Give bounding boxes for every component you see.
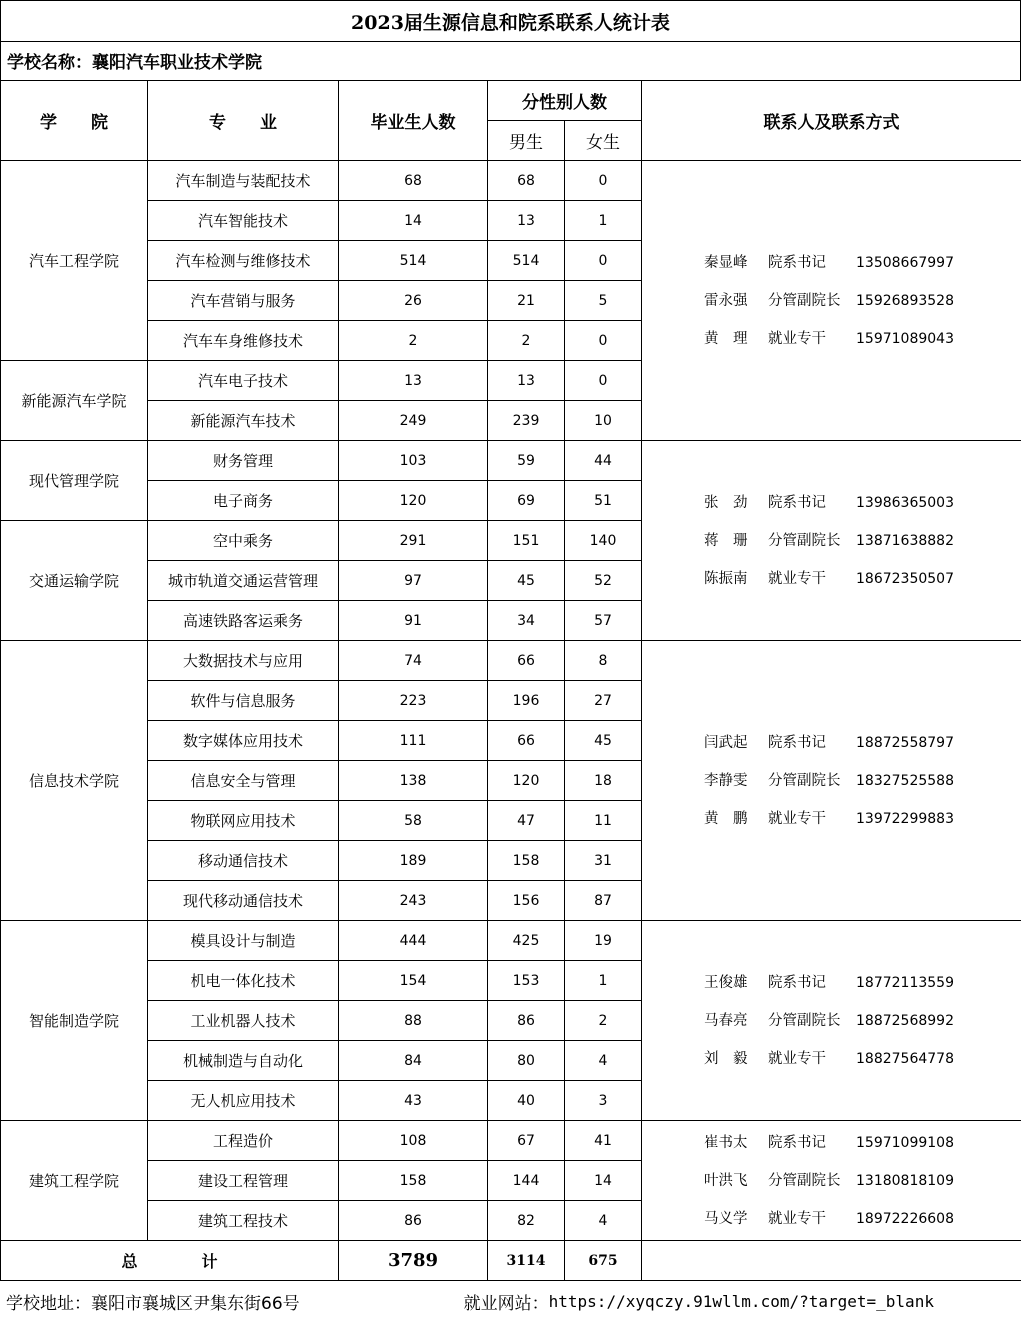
school-name: 襄阳汽车职业技术学院 bbox=[92, 53, 262, 73]
female-count: 10 bbox=[565, 401, 642, 441]
contact-role: 分管副院长 bbox=[768, 292, 841, 309]
female-count: 14 bbox=[565, 1161, 642, 1201]
contact-line bbox=[704, 800, 1021, 838]
contact-phone: 13180818109 bbox=[856, 1172, 954, 1189]
graduates-header: 毕业生人数 bbox=[339, 81, 488, 161]
female-count: 51 bbox=[565, 481, 642, 521]
major-name: 软件与信息服务 bbox=[148, 681, 339, 721]
contact-phone: 18672350507 bbox=[856, 570, 954, 587]
female-count: 41 bbox=[565, 1121, 642, 1161]
gender-group-header: 分性别人数 bbox=[488, 81, 642, 121]
major-name: 电子商务 bbox=[148, 481, 339, 521]
graduates-count: 120 bbox=[339, 481, 488, 521]
contact-line bbox=[704, 1124, 1021, 1162]
male-count: 21 bbox=[488, 281, 565, 321]
graduates-count: 223 bbox=[339, 681, 488, 721]
female-count: 52 bbox=[565, 561, 642, 601]
contact-role: 就业专干 bbox=[768, 1050, 826, 1067]
graduates-count: 26 bbox=[339, 281, 488, 321]
header-row-1 bbox=[1, 81, 1021, 121]
contact-name: 陈振南 bbox=[704, 570, 748, 587]
contact-role: 分管副院长 bbox=[768, 772, 841, 789]
major-name: 模具设计与制造 bbox=[148, 921, 339, 961]
male-count: 59 bbox=[488, 441, 565, 481]
graduates-count: 43 bbox=[339, 1081, 488, 1121]
college-name: 智能制造学院 bbox=[1, 921, 148, 1121]
contact-cell bbox=[642, 1121, 1021, 1241]
graduates-count: 249 bbox=[339, 401, 488, 441]
contact-phone: 13508667997 bbox=[856, 254, 954, 271]
totals-label: 总 计 bbox=[1, 1241, 339, 1281]
college-name: 交通运输学院 bbox=[1, 521, 148, 641]
major-name: 大数据技术与应用 bbox=[148, 641, 339, 681]
major-name: 高速铁路客运乘务 bbox=[148, 601, 339, 641]
college-name: 新能源汽车学院 bbox=[1, 361, 148, 441]
male-count: 13 bbox=[488, 201, 565, 241]
graduates-count: 88 bbox=[339, 1001, 488, 1041]
contact-phone: 15926893528 bbox=[856, 292, 954, 309]
totals-graduates: 3789 bbox=[339, 1241, 488, 1281]
major-name: 建设工程管理 bbox=[148, 1161, 339, 1201]
graduates-count: 91 bbox=[339, 601, 488, 641]
male-count: 34 bbox=[488, 601, 565, 641]
male-count: 69 bbox=[488, 481, 565, 521]
college-name: 信息技术学院 bbox=[1, 641, 148, 921]
contact-line bbox=[704, 1162, 1021, 1200]
female-count: 1 bbox=[565, 961, 642, 1001]
female-header: 女生 bbox=[565, 121, 642, 161]
major-name: 汽车营销与服务 bbox=[148, 281, 339, 321]
graduates-count: 138 bbox=[339, 761, 488, 801]
female-count: 140 bbox=[565, 521, 642, 561]
contact-name: 李静雯 bbox=[704, 772, 748, 789]
female-count: 1 bbox=[565, 201, 642, 241]
contact-line bbox=[704, 1002, 1021, 1040]
school-name-row bbox=[0, 41, 1021, 81]
contact-line bbox=[704, 522, 1021, 560]
graduates-count: 514 bbox=[339, 241, 488, 281]
graduates-count: 14 bbox=[339, 201, 488, 241]
graduates-count: 13 bbox=[339, 361, 488, 401]
major-name: 机械制造与自动化 bbox=[148, 1041, 339, 1081]
graduates-count: 158 bbox=[339, 1161, 488, 1201]
table-row bbox=[1, 1121, 1021, 1161]
female-count: 2 bbox=[565, 1001, 642, 1041]
female-count: 27 bbox=[565, 681, 642, 721]
graduates-count: 2 bbox=[339, 321, 488, 361]
contact-name: 王俊雄 bbox=[704, 974, 748, 991]
major-name: 信息安全与管理 bbox=[148, 761, 339, 801]
contact-line bbox=[704, 560, 1021, 598]
contact-line bbox=[704, 484, 1021, 522]
contact-phone: 18872558797 bbox=[856, 734, 954, 751]
contact-line bbox=[704, 282, 1021, 320]
table-row bbox=[1, 441, 1021, 481]
major-name: 机电一体化技术 bbox=[148, 961, 339, 1001]
major-name: 建筑工程技术 bbox=[148, 1201, 339, 1241]
male-count: 86 bbox=[488, 1001, 565, 1041]
contact-role: 就业专干 bbox=[768, 1210, 826, 1227]
contact-role: 院系书记 bbox=[768, 1134, 826, 1151]
male-count: 2 bbox=[488, 321, 565, 361]
footer bbox=[0, 1281, 1021, 1321]
female-count: 4 bbox=[565, 1041, 642, 1081]
contact-role: 院系书记 bbox=[768, 734, 826, 751]
male-count: 13 bbox=[488, 361, 565, 401]
contact-phone: 18327525588 bbox=[856, 772, 954, 789]
major-name: 无人机应用技术 bbox=[148, 1081, 339, 1121]
contact-role: 分管副院长 bbox=[768, 532, 841, 549]
contact-phone: 15971099108 bbox=[856, 1134, 954, 1151]
contact-role: 院系书记 bbox=[768, 974, 826, 991]
major-name: 空中乘务 bbox=[148, 521, 339, 561]
college-name: 现代管理学院 bbox=[1, 441, 148, 521]
contact-name: 黄 理 bbox=[704, 330, 748, 347]
totals-row bbox=[1, 1241, 1021, 1281]
contact-cell bbox=[642, 921, 1021, 1121]
contact-name: 崔书太 bbox=[704, 1134, 748, 1151]
contact-line bbox=[704, 964, 1021, 1002]
table-row bbox=[1, 161, 1021, 201]
major-name: 汽车检测与维修技术 bbox=[148, 241, 339, 281]
female-count: 5 bbox=[565, 281, 642, 321]
contact-name: 马义学 bbox=[704, 1210, 748, 1227]
graduates-count: 444 bbox=[339, 921, 488, 961]
female-count: 8 bbox=[565, 641, 642, 681]
contact-role: 就业专干 bbox=[768, 330, 826, 347]
female-count: 87 bbox=[565, 881, 642, 921]
contact-name: 刘 毅 bbox=[704, 1050, 748, 1067]
major-name: 移动通信技术 bbox=[148, 841, 339, 881]
contact-line bbox=[704, 1200, 1021, 1238]
male-count: 67 bbox=[488, 1121, 565, 1161]
major-name: 汽车智能技术 bbox=[148, 201, 339, 241]
graduates-count: 291 bbox=[339, 521, 488, 561]
contact-role: 分管副院长 bbox=[768, 1172, 841, 1189]
graduates-count: 97 bbox=[339, 561, 488, 601]
school-address: 襄阳市襄城区尹集东街66号 bbox=[91, 1293, 300, 1314]
male-count: 66 bbox=[488, 641, 565, 681]
contact-name: 蒋 珊 bbox=[704, 532, 748, 549]
female-count: 31 bbox=[565, 841, 642, 881]
male-count: 239 bbox=[488, 401, 565, 441]
major-name: 现代移动通信技术 bbox=[148, 881, 339, 921]
male-count: 66 bbox=[488, 721, 565, 761]
major-name: 数字媒体应用技术 bbox=[148, 721, 339, 761]
contact-name: 雷永强 bbox=[704, 292, 748, 309]
contact-role: 就业专干 bbox=[768, 570, 826, 587]
contact-phone: 18772113559 bbox=[856, 974, 954, 991]
contact-name: 黄 鹏 bbox=[704, 810, 748, 827]
female-count: 11 bbox=[565, 801, 642, 841]
totals-female: 675 bbox=[565, 1241, 642, 1281]
contact-line bbox=[704, 244, 1021, 282]
female-count: 0 bbox=[565, 361, 642, 401]
employment-website-link[interactable]: https://xyqczy.91wllm.com/?target=_blank bbox=[548, 1291, 934, 1311]
female-count: 44 bbox=[565, 441, 642, 481]
table-row bbox=[1, 641, 1021, 681]
graduates-count: 86 bbox=[339, 1201, 488, 1241]
website-label: 就业网站： bbox=[463, 1293, 549, 1314]
male-count: 514 bbox=[488, 241, 565, 281]
female-count: 19 bbox=[565, 921, 642, 961]
major-name: 汽车电子技术 bbox=[148, 361, 339, 401]
contact-role: 分管副院长 bbox=[768, 1012, 841, 1029]
male-count: 156 bbox=[488, 881, 565, 921]
contact-phone: 18827564778 bbox=[856, 1050, 954, 1067]
contact-phone: 18872568992 bbox=[856, 1012, 954, 1029]
male-count: 120 bbox=[488, 761, 565, 801]
male-count: 80 bbox=[488, 1041, 565, 1081]
major-name: 财务管理 bbox=[148, 441, 339, 481]
graduates-count: 58 bbox=[339, 801, 488, 841]
contact-cell bbox=[642, 641, 1021, 921]
contact-phone: 15971089043 bbox=[856, 330, 954, 347]
female-count: 0 bbox=[565, 241, 642, 281]
major-header: 专 业 bbox=[148, 81, 339, 161]
contact-phone: 13871638882 bbox=[856, 532, 954, 549]
college-header: 学 院 bbox=[1, 81, 148, 161]
female-count: 45 bbox=[565, 721, 642, 761]
totals-male: 3114 bbox=[488, 1241, 565, 1281]
major-name: 工程造价 bbox=[148, 1121, 339, 1161]
school-label: 学校名称： bbox=[7, 53, 92, 73]
graduates-count: 84 bbox=[339, 1041, 488, 1081]
contact-name: 张 劲 bbox=[704, 494, 748, 511]
contact-role: 院系书记 bbox=[768, 494, 826, 511]
college-name: 建筑工程学院 bbox=[1, 1121, 148, 1241]
male-count: 425 bbox=[488, 921, 565, 961]
graduates-count: 108 bbox=[339, 1121, 488, 1161]
graduates-count: 154 bbox=[339, 961, 488, 1001]
major-name: 汽车车身维修技术 bbox=[148, 321, 339, 361]
male-count: 45 bbox=[488, 561, 565, 601]
graduates-count: 68 bbox=[339, 161, 488, 201]
college-name: 汽车工程学院 bbox=[1, 161, 148, 361]
contact-name: 叶洪飞 bbox=[704, 1172, 748, 1189]
female-count: 57 bbox=[565, 601, 642, 641]
contact-role: 就业专干 bbox=[768, 810, 826, 827]
male-header: 男生 bbox=[488, 121, 565, 161]
male-count: 196 bbox=[488, 681, 565, 721]
contact-line bbox=[704, 724, 1021, 762]
female-count: 3 bbox=[565, 1081, 642, 1121]
contact-phone: 18972226608 bbox=[856, 1210, 954, 1227]
male-count: 68 bbox=[488, 161, 565, 201]
major-name: 城市轨道交通运营管理 bbox=[148, 561, 339, 601]
contact-cell bbox=[642, 441, 1021, 641]
major-name: 汽车制造与装配技术 bbox=[148, 161, 339, 201]
graduates-count: 74 bbox=[339, 641, 488, 681]
contact-line bbox=[704, 1040, 1021, 1078]
female-count: 4 bbox=[565, 1201, 642, 1241]
address-label: 学校地址： bbox=[6, 1293, 91, 1314]
male-count: 151 bbox=[488, 521, 565, 561]
male-count: 47 bbox=[488, 801, 565, 841]
contact-header: 联系人及联系方式 bbox=[642, 81, 1021, 161]
contact-role: 院系书记 bbox=[768, 254, 826, 271]
contact-name: 闫武起 bbox=[704, 734, 748, 751]
female-count: 18 bbox=[565, 761, 642, 801]
graduate-table bbox=[0, 80, 1021, 1281]
male-count: 82 bbox=[488, 1201, 565, 1241]
major-name: 工业机器人技术 bbox=[148, 1001, 339, 1041]
contact-name: 马春亮 bbox=[704, 1012, 748, 1029]
sheet-title: 2023届生源信息和院系联系人统计表 bbox=[0, 0, 1021, 42]
contact-name: 秦显峰 bbox=[704, 254, 748, 271]
graduates-count: 189 bbox=[339, 841, 488, 881]
male-count: 40 bbox=[488, 1081, 565, 1121]
contact-phone: 13986365003 bbox=[856, 494, 954, 511]
contact-phone: 13972299883 bbox=[856, 810, 954, 827]
female-count: 0 bbox=[565, 161, 642, 201]
male-count: 144 bbox=[488, 1161, 565, 1201]
table-row bbox=[1, 921, 1021, 961]
contact-line bbox=[704, 762, 1021, 800]
graduates-count: 103 bbox=[339, 441, 488, 481]
contact-line bbox=[704, 320, 1021, 358]
female-count: 0 bbox=[565, 321, 642, 361]
male-count: 158 bbox=[488, 841, 565, 881]
graduates-count: 111 bbox=[339, 721, 488, 761]
major-name: 新能源汽车技术 bbox=[148, 401, 339, 441]
totals-empty-cell bbox=[642, 1241, 1021, 1281]
major-name: 物联网应用技术 bbox=[148, 801, 339, 841]
graduates-count: 243 bbox=[339, 881, 488, 921]
male-count: 153 bbox=[488, 961, 565, 1001]
contact-cell bbox=[642, 161, 1021, 441]
